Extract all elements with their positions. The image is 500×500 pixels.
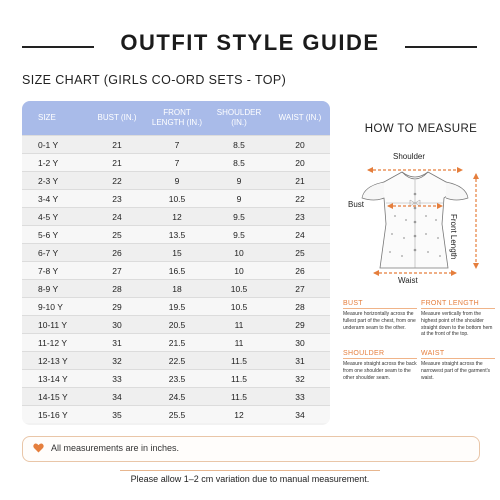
cell-shoulder: 9 [208,172,270,190]
cell-waist: 28 [270,298,330,316]
table-row [22,352,330,370]
definition-front-length-text: Measure vertically from the highest point of the shoulder straight down to the bottom hem at the front of the top. [421,311,493,338]
cell-waist: 30 [270,334,330,352]
cell-shoulder: 11.5 [208,388,270,406]
cell-waist: 25 [270,244,330,262]
cell-shoulder: 8.5 [208,154,270,172]
cell-front-length: 21.5 [146,334,208,352]
cell-shoulder: 11.5 [208,352,270,370]
cell-shoulder: 9.5 [208,208,270,226]
cell-size: 6-7 Y [22,244,88,262]
definition-bust-heading: BUST [343,300,417,309]
cell-shoulder: 9.5 [208,226,270,244]
cell-size: 10-11 Y [22,316,88,334]
cell-bust: 31 [88,334,146,352]
definition-bust [343,300,417,331]
shirt-diagram-icon [340,148,500,288]
size-table-body [22,136,330,424]
definition-shoulder [343,350,417,381]
waist-label: Waist [398,276,418,285]
cell-size: 2-3 Y [22,172,88,190]
cell-front-length: 16.5 [146,262,208,280]
table-row [22,244,330,262]
cell-shoulder: 9 [208,190,270,208]
cell-bust: 32 [88,352,146,370]
cell-size: 11-12 Y [22,334,88,352]
cell-size: 15-16 Y [22,406,88,424]
cell-front-length: 20.5 [146,316,208,334]
cell-front-length: 24.5 [146,388,208,406]
size-table-container [22,101,330,425]
measure-diagram [340,148,500,288]
table-row [22,190,330,208]
cell-waist: 29 [270,316,330,334]
cell-waist: 20 [270,154,330,172]
cell-shoulder: 10.5 [208,280,270,298]
cell-waist: 32 [270,370,330,388]
cell-size: 5-6 Y [22,226,88,244]
cell-front-length: 10.5 [146,190,208,208]
table-row [22,334,330,352]
definition-shoulder-text: Measure straight across the back from one shoulder seam to the other shoulder seam. [343,361,417,381]
cell-shoulder: 8.5 [208,136,270,154]
cell-front-length: 23.5 [146,370,208,388]
title-rule-left [22,46,94,48]
definition-shoulder-heading: SHOULDER [343,350,417,359]
cell-size: 13-14 Y [22,370,88,388]
definition-waist [421,350,495,381]
column-header-bust: BUST (IN.) [88,101,146,136]
cell-bust: 23 [88,190,146,208]
note-box [22,436,480,462]
cell-front-length: 22.5 [146,352,208,370]
column-header-size: SIZE [22,101,88,136]
cell-bust: 28 [88,280,146,298]
cell-bust: 29 [88,298,146,316]
cell-size: 12-13 Y [22,352,88,370]
definition-waist-text: Measure straight across the narrowest part of the garment's waist. [421,361,491,381]
cell-bust: 24 [88,208,146,226]
cell-waist: 21 [270,172,330,190]
cell-shoulder: 10 [208,262,270,280]
cell-shoulder: 11 [208,334,270,352]
table-row [22,388,330,406]
cell-bust: 21 [88,136,146,154]
cell-front-length: 13.5 [146,226,208,244]
cell-waist: 27 [270,280,330,298]
cell-front-length: 7 [146,154,208,172]
table-row [22,208,330,226]
cell-front-length: 9 [146,172,208,190]
cell-size: 4-5 Y [22,208,88,226]
cell-size: 8-9 Y [22,280,88,298]
page-title: OUTFIT STYLE GUIDE [120,30,380,55]
cell-waist: 22 [270,190,330,208]
table-header-row [22,101,330,136]
cell-shoulder: 12 [208,406,270,424]
heart-icon [33,443,44,453]
column-header-waist: WAIST (IN.) [270,101,330,136]
cell-bust: 22 [88,172,146,190]
cell-front-length: 19.5 [146,298,208,316]
cell-front-length: 12 [146,208,208,226]
table-row [22,136,330,154]
definition-front-length [421,300,495,338]
cell-size: 7-8 Y [22,262,88,280]
cell-bust: 21 [88,154,146,172]
cell-waist: 24 [270,226,330,244]
cell-bust: 27 [88,262,146,280]
definition-front-length-heading: FRONT LENGTH [421,300,495,309]
cell-bust: 25 [88,226,146,244]
size-chart-title: SIZE CHART (GIRLS CO-ORD SETS - TOP) [22,73,287,87]
definition-waist-heading: WAIST [421,350,495,359]
cell-front-length: 15 [146,244,208,262]
cell-front-length: 7 [146,136,208,154]
cell-size: 0-1 Y [22,136,88,154]
table-row [22,172,330,190]
column-header-shoulder: SHOULDER (IN.) [208,101,270,136]
table-row [22,406,330,424]
table-row [22,154,330,172]
how-to-measure-title: HOW TO MEASURE [364,123,478,135]
cell-front-length: 18 [146,280,208,298]
title-rule-right [405,46,477,48]
cell-waist: 31 [270,352,330,370]
shoulder-label: Shoulder [393,152,426,161]
cell-waist: 26 [270,262,330,280]
table-row [22,370,330,388]
title-bar [0,30,500,64]
cell-waist: 34 [270,406,330,424]
cell-size: 3-4 Y [22,190,88,208]
cell-bust: 33 [88,370,146,388]
cell-shoulder: 10.5 [208,298,270,316]
table-row [22,280,330,298]
size-table [22,101,330,423]
table-row [22,226,330,244]
table-row [22,262,330,280]
cell-size: 9-10 Y [22,298,88,316]
footer-note: Please allow 1–2 cm variation due to manual measurement. [130,474,370,484]
definition-bust-text: Measure horizontally across the fullest part of the chest, from one underarm seam to the other. [343,311,416,331]
cell-bust: 35 [88,406,146,424]
cell-bust: 34 [88,388,146,406]
bust-label: Bust [348,200,365,209]
cell-size: 1-2 Y [22,154,88,172]
table-row [22,298,330,316]
table-row [22,316,330,334]
front-length-label: Front Length [449,214,458,260]
cell-bust: 26 [88,244,146,262]
cell-waist: 23 [270,208,330,226]
cell-waist: 33 [270,388,330,406]
footer-divider [120,470,380,471]
cell-shoulder: 11 [208,316,270,334]
cell-bust: 30 [88,316,146,334]
cell-shoulder: 11.5 [208,370,270,388]
cell-front-length: 25.5 [146,406,208,424]
column-header-front-length: FRONT LENGTH (IN.) [146,101,208,136]
cell-waist: 20 [270,136,330,154]
cell-shoulder: 10 [208,244,270,262]
note-text: All measurements are in inches. [51,443,180,453]
cell-size: 14-15 Y [22,388,88,406]
